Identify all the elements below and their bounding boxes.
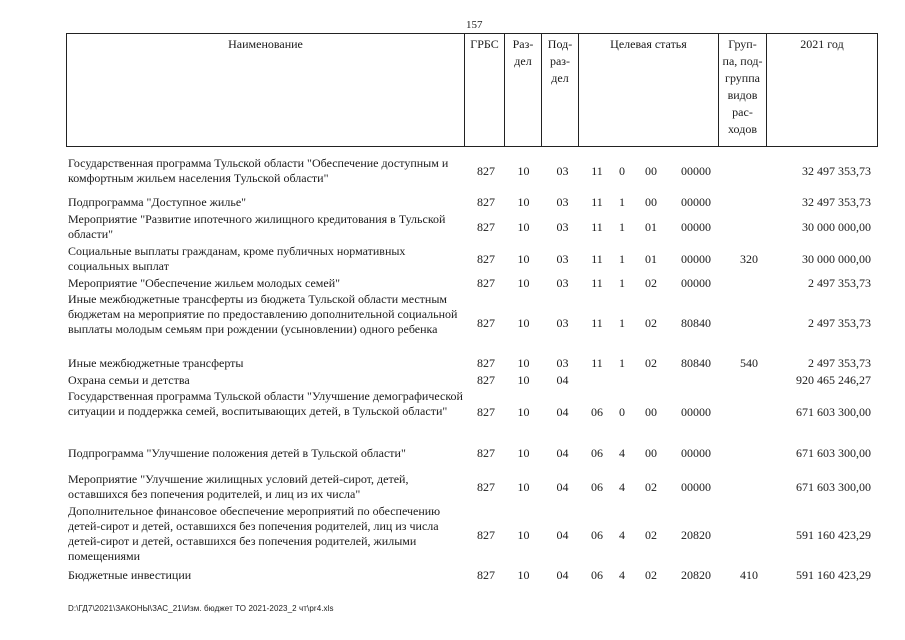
row-target-event: 02 <box>645 480 657 494</box>
header-expense-group: Груп- па, под- группа видов рас- ходов <box>719 34 767 146</box>
row-razdel: 10 <box>517 164 530 178</box>
row-razdel: 10 <box>517 252 530 266</box>
row-target-program: 11 <box>591 316 603 330</box>
row-target-event: 00 <box>645 164 657 178</box>
header-year: 2021 год <box>800 37 844 51</box>
row-grbs: 827 <box>477 446 495 460</box>
row-target-event: 00 <box>645 195 657 209</box>
row-name: Социальные выплаты гражданам, кроме публичных нормативных социальных выплат <box>68 244 406 273</box>
row-name: Иные межбюджетные трансферты из бюджета Тульской области местным бюджетам на мероприятие по предоставлению дополнительной социальной выплаты молодым семьям при рождении (усыновлении) одного ребенка <box>68 292 458 336</box>
row-target-direction: 00000 <box>681 220 711 234</box>
footer-file-path: D:\ГД7\2021\ЗАКОНЫ\ЗАС_21\Изм. бюджет ТО 2021-2023_2 чт\pr4.xls <box>68 604 334 613</box>
row-podrazdel: 04 <box>556 446 569 460</box>
row-podrazdel: 04 <box>556 373 569 387</box>
header-razdel: Раз- дел <box>505 34 542 146</box>
row-podrazdel: 03 <box>556 252 569 266</box>
row-grbs: 827 <box>477 252 495 266</box>
row-target-direction: 00000 <box>681 405 711 419</box>
row-grbs: 827 <box>477 480 495 494</box>
row-target-subprogram: 1 <box>619 195 625 209</box>
row-grbs: 827 <box>477 528 495 542</box>
row-target-program: 11 <box>591 252 603 266</box>
row-target-subprogram: 1 <box>619 276 625 290</box>
row-target-direction: 20820 <box>681 568 711 582</box>
row-target-direction: 00000 <box>681 164 711 178</box>
header-grbs: ГРБС <box>465 34 505 146</box>
row-name: Государственная программа Тульской области "Обеспечение доступным и комфортным жильем населения Тульской области" <box>68 156 449 185</box>
row-podrazdel: 04 <box>556 480 569 494</box>
row-target-program: 06 <box>591 568 603 582</box>
row-target-subprogram: 0 <box>619 405 625 419</box>
row-podrazdel: 03 <box>556 316 569 330</box>
row-target-event: 00 <box>645 446 657 460</box>
row-grbs: 827 <box>477 195 495 209</box>
row-target-direction: 00000 <box>681 276 711 290</box>
row-sum: 2 497 353,73 <box>808 356 871 370</box>
row-sum: 671 603 300,00 <box>796 405 871 419</box>
row-sum: 591 160 423,29 <box>796 528 871 542</box>
row-target-program: 06 <box>591 480 603 494</box>
row-sum: 32 497 353,73 <box>802 164 871 178</box>
row-target-event: 02 <box>645 316 657 330</box>
row-target-program: 11 <box>591 164 603 178</box>
row-name: Подпрограмма "Улучшение положения детей в Тульской области" <box>68 446 406 460</box>
header-target-article: Целевая статья <box>579 34 719 146</box>
row-target-subprogram: 4 <box>619 568 625 582</box>
row-podrazdel: 03 <box>556 276 569 290</box>
row-target-subprogram: 0 <box>619 164 625 178</box>
row-target-direction: 00000 <box>681 252 711 266</box>
row-name: Мероприятие "Обеспечение жильем молодых семей" <box>68 276 341 290</box>
page-number: 157 <box>466 19 483 31</box>
row-grbs: 827 <box>477 356 495 370</box>
row-sum: 920 465 246,27 <box>796 373 871 387</box>
row-target-program: 06 <box>591 405 603 419</box>
row-expense-group: 320 <box>740 252 758 266</box>
row-grbs: 827 <box>477 373 495 387</box>
row-target-program: 06 <box>591 528 603 542</box>
row-target-event: 02 <box>645 568 657 582</box>
row-sum: 2 497 353,73 <box>808 276 871 290</box>
row-name: Мероприятие "Улучшение жилищных условий детей-сирот, детей, оставшихся без попечения родителей, и лиц из их числа" <box>68 472 409 501</box>
row-razdel: 10 <box>517 528 530 542</box>
row-name: Иные межбюджетные трансферты <box>68 356 244 370</box>
row-razdel: 10 <box>517 480 530 494</box>
row-target-subprogram: 1 <box>619 252 625 266</box>
row-target-event: 01 <box>645 252 657 266</box>
row-target-event: 02 <box>645 528 657 542</box>
row-grbs: 827 <box>477 405 495 419</box>
row-razdel: 10 <box>517 220 530 234</box>
row-expense-group: 410 <box>740 568 758 582</box>
row-target-subprogram: 1 <box>619 316 625 330</box>
row-razdel: 10 <box>517 195 530 209</box>
row-target-program: 11 <box>591 276 603 290</box>
row-sum: 30 000 000,00 <box>802 220 871 234</box>
row-razdel: 10 <box>517 356 530 370</box>
row-target-subprogram: 4 <box>619 446 625 460</box>
row-sum: 671 603 300,00 <box>796 446 871 460</box>
row-target-subprogram: 1 <box>619 356 625 370</box>
row-target-program: 06 <box>591 446 603 460</box>
row-razdel: 10 <box>517 446 530 460</box>
row-razdel: 10 <box>517 316 530 330</box>
row-razdel: 10 <box>517 373 530 387</box>
row-sum: 32 497 353,73 <box>802 195 871 209</box>
row-name: Государственная программа Тульской области "Улучшение демографической ситуации и поддержка семей, воспитывающих детей, в Тульской области" <box>68 389 463 418</box>
row-sum: 591 160 423,29 <box>796 568 871 582</box>
row-name: Охрана семьи и детства <box>68 373 190 387</box>
row-razdel: 10 <box>517 405 530 419</box>
row-target-event: 00 <box>645 405 657 419</box>
table-header <box>66 33 878 147</box>
row-target-direction: 00000 <box>681 195 711 209</box>
row-razdel: 10 <box>517 276 530 290</box>
row-podrazdel: 04 <box>556 405 569 419</box>
row-sum: 2 497 353,73 <box>808 316 871 330</box>
row-target-subprogram: 1 <box>619 220 625 234</box>
row-podrazdel: 04 <box>556 568 569 582</box>
row-target-direction: 80840 <box>681 316 711 330</box>
row-grbs: 827 <box>477 164 495 178</box>
row-target-event: 02 <box>645 356 657 370</box>
row-name: Бюджетные инвестиции <box>68 568 192 582</box>
row-target-program: 11 <box>591 220 603 234</box>
row-target-direction: 00000 <box>681 446 711 460</box>
row-target-program: 11 <box>591 356 603 370</box>
row-target-event: 01 <box>645 220 657 234</box>
row-name: Подпрограмма "Доступное жилье" <box>68 195 247 209</box>
row-sum: 30 000 000,00 <box>802 252 871 266</box>
row-sum: 671 603 300,00 <box>796 480 871 494</box>
row-grbs: 827 <box>477 316 495 330</box>
row-grbs: 827 <box>477 276 495 290</box>
row-target-direction: 20820 <box>681 528 711 542</box>
row-podrazdel: 03 <box>556 164 569 178</box>
row-expense-group: 540 <box>740 356 758 370</box>
row-target-direction: 00000 <box>681 480 711 494</box>
row-podrazdel: 03 <box>556 220 569 234</box>
row-podrazdel: 03 <box>556 195 569 209</box>
header-name: Наименование <box>67 34 465 146</box>
header-podrazdel: Под- раз- дел <box>542 34 579 146</box>
row-grbs: 827 <box>477 568 495 582</box>
row-target-program: 11 <box>591 195 603 209</box>
row-target-subprogram: 4 <box>619 480 625 494</box>
row-target-subprogram: 4 <box>619 528 625 542</box>
row-podrazdel: 04 <box>556 528 569 542</box>
row-target-direction: 80840 <box>681 356 711 370</box>
row-target-event: 02 <box>645 276 657 290</box>
row-name: Дополнительное финансовое обеспечение мероприятий по обеспечению детей-сирот и детей, оставшихся без попечения родителей, лиц из числа детей-сирот и детей, оставшихся без попечения родителей, жилыми помещениями <box>68 504 441 563</box>
row-razdel: 10 <box>517 568 530 582</box>
row-name: Мероприятие "Развитие ипотечного жилищного кредитования в Тульской области" <box>68 212 446 241</box>
row-podrazdel: 03 <box>556 356 569 370</box>
row-grbs: 827 <box>477 220 495 234</box>
